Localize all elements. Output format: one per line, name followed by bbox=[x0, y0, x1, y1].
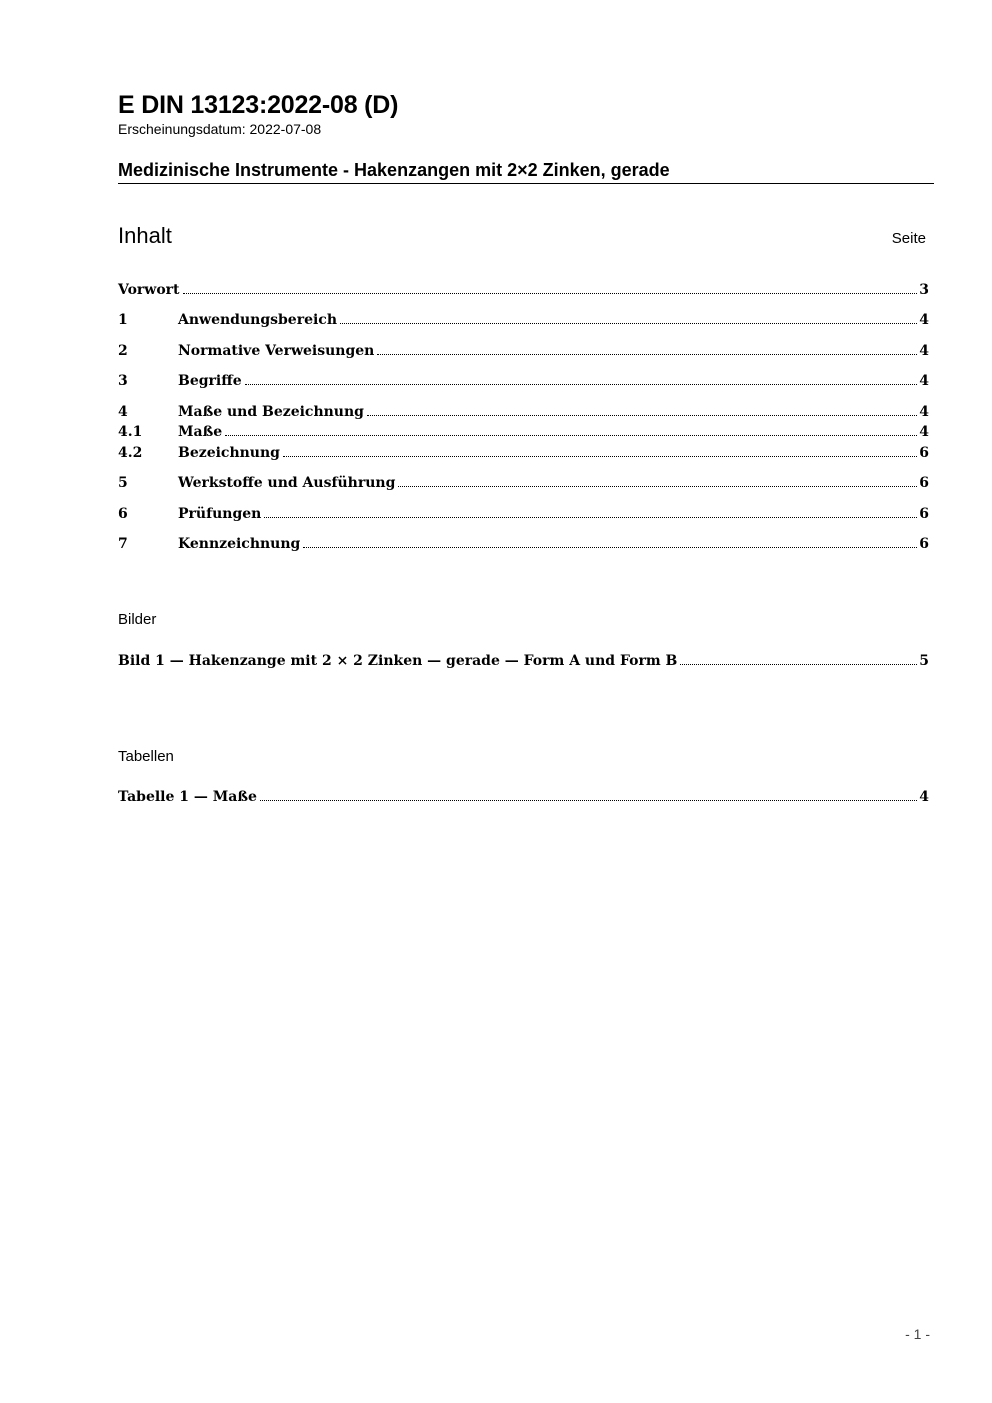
document-id: E DIN 13123:2022-08 (D) bbox=[118, 91, 399, 119]
figure-entry-label: Bild 1 — Hakenzange mit 2 × 2 Zinken — gerade — Form A und Form B bbox=[118, 653, 678, 669]
toc-entry-page: 3 bbox=[919, 282, 929, 298]
toc-leader-dots bbox=[283, 456, 917, 457]
toc-entry-label: Kennzeichnung bbox=[178, 536, 301, 552]
toc-entry-label: Anwendungsbereich bbox=[178, 312, 337, 328]
figure-entry-page: 5 bbox=[919, 653, 929, 669]
toc-entry-5[interactable] bbox=[118, 473, 929, 493]
toc-leader-dots bbox=[680, 664, 917, 665]
page-number: - 1 - bbox=[905, 1326, 930, 1342]
toc-entry-page: 4 bbox=[919, 404, 929, 420]
tables-section-title: Tabellen bbox=[118, 748, 174, 765]
toc-entry-label: Normative Verweisungen bbox=[178, 343, 375, 359]
toc-leader-dots bbox=[260, 800, 917, 801]
toc-leader-dots bbox=[367, 415, 917, 416]
table-entry-label: Tabelle 1 — Maße bbox=[118, 789, 257, 805]
toc-entry-number: 4.2 bbox=[118, 445, 143, 461]
toc-entry-number: 4 bbox=[118, 404, 128, 420]
toc-entry-label: Vorwort bbox=[118, 282, 180, 298]
toc-leader-dots bbox=[245, 384, 918, 385]
toc-entry-page: 4 bbox=[919, 424, 929, 440]
document-header bbox=[118, 90, 934, 137]
toc-leader-dots bbox=[398, 486, 917, 487]
toc-entry-page: 4 bbox=[919, 343, 929, 359]
toc-leader-dots bbox=[303, 547, 917, 548]
toc-entry-page: 6 bbox=[919, 475, 929, 491]
toc-entry-label: Maße bbox=[178, 424, 223, 440]
toc-entry-number: 4.1 bbox=[118, 424, 143, 440]
publication-date: Erscheinungsdatum: 2022-07-08 bbox=[118, 121, 322, 137]
toc-entry-6[interactable] bbox=[118, 504, 929, 524]
toc-entry-label: Maße und Bezeichnung bbox=[178, 404, 364, 420]
toc-entry-label: Begriffe bbox=[178, 373, 242, 389]
document-title: Medizinische Instrumente - Hakenzangen mit 2×2 Zinken, gerade bbox=[118, 158, 934, 184]
figures-section-title: Bilder bbox=[118, 611, 157, 628]
toc-leader-dots bbox=[264, 517, 917, 518]
toc-entry-4[interactable] bbox=[118, 402, 929, 422]
toc-leader-dots bbox=[377, 354, 917, 355]
toc-entry-number: 2 bbox=[118, 343, 128, 359]
toc-entry-number: 5 bbox=[118, 475, 128, 491]
toc-entry-number: 7 bbox=[118, 536, 128, 552]
toc-entry-4-1[interactable] bbox=[118, 422, 929, 442]
toc-page-column-label: Seite bbox=[891, 230, 926, 247]
toc-leader-dots bbox=[225, 435, 917, 436]
toc-entry-vorwort[interactable] bbox=[118, 280, 929, 300]
toc-entry-label: Werkstoffe und Ausführung bbox=[178, 475, 396, 491]
toc-entry-page: 6 bbox=[919, 506, 929, 522]
toc-entry-label: Prüfungen bbox=[178, 506, 262, 522]
toc-leader-dots bbox=[183, 293, 918, 294]
toc-entry-3[interactable] bbox=[118, 371, 929, 391]
toc-entry-1[interactable] bbox=[118, 310, 929, 330]
toc-heading-row bbox=[118, 222, 926, 252]
toc-entry-number: 1 bbox=[118, 312, 128, 328]
toc-leader-dots bbox=[340, 323, 917, 324]
figure-entry-1[interactable] bbox=[118, 651, 929, 671]
table-entry-page: 4 bbox=[919, 789, 929, 805]
toc-title: Inhalt bbox=[118, 223, 172, 248]
toc-entry-number: 3 bbox=[118, 373, 128, 389]
toc-entry-number: 6 bbox=[118, 506, 128, 522]
toc-entry-page: 6 bbox=[919, 445, 929, 461]
toc-entry-page: 4 bbox=[919, 373, 929, 389]
table-entry-1[interactable] bbox=[118, 787, 929, 807]
toc-entry-4-2[interactable] bbox=[118, 443, 929, 463]
toc-entry-page: 4 bbox=[919, 312, 929, 328]
toc-entry-2[interactable] bbox=[118, 341, 929, 361]
toc-entry-label: Bezeichnung bbox=[178, 445, 280, 461]
toc-entry-7[interactable] bbox=[118, 534, 929, 554]
toc-entry-page: 6 bbox=[919, 536, 929, 552]
